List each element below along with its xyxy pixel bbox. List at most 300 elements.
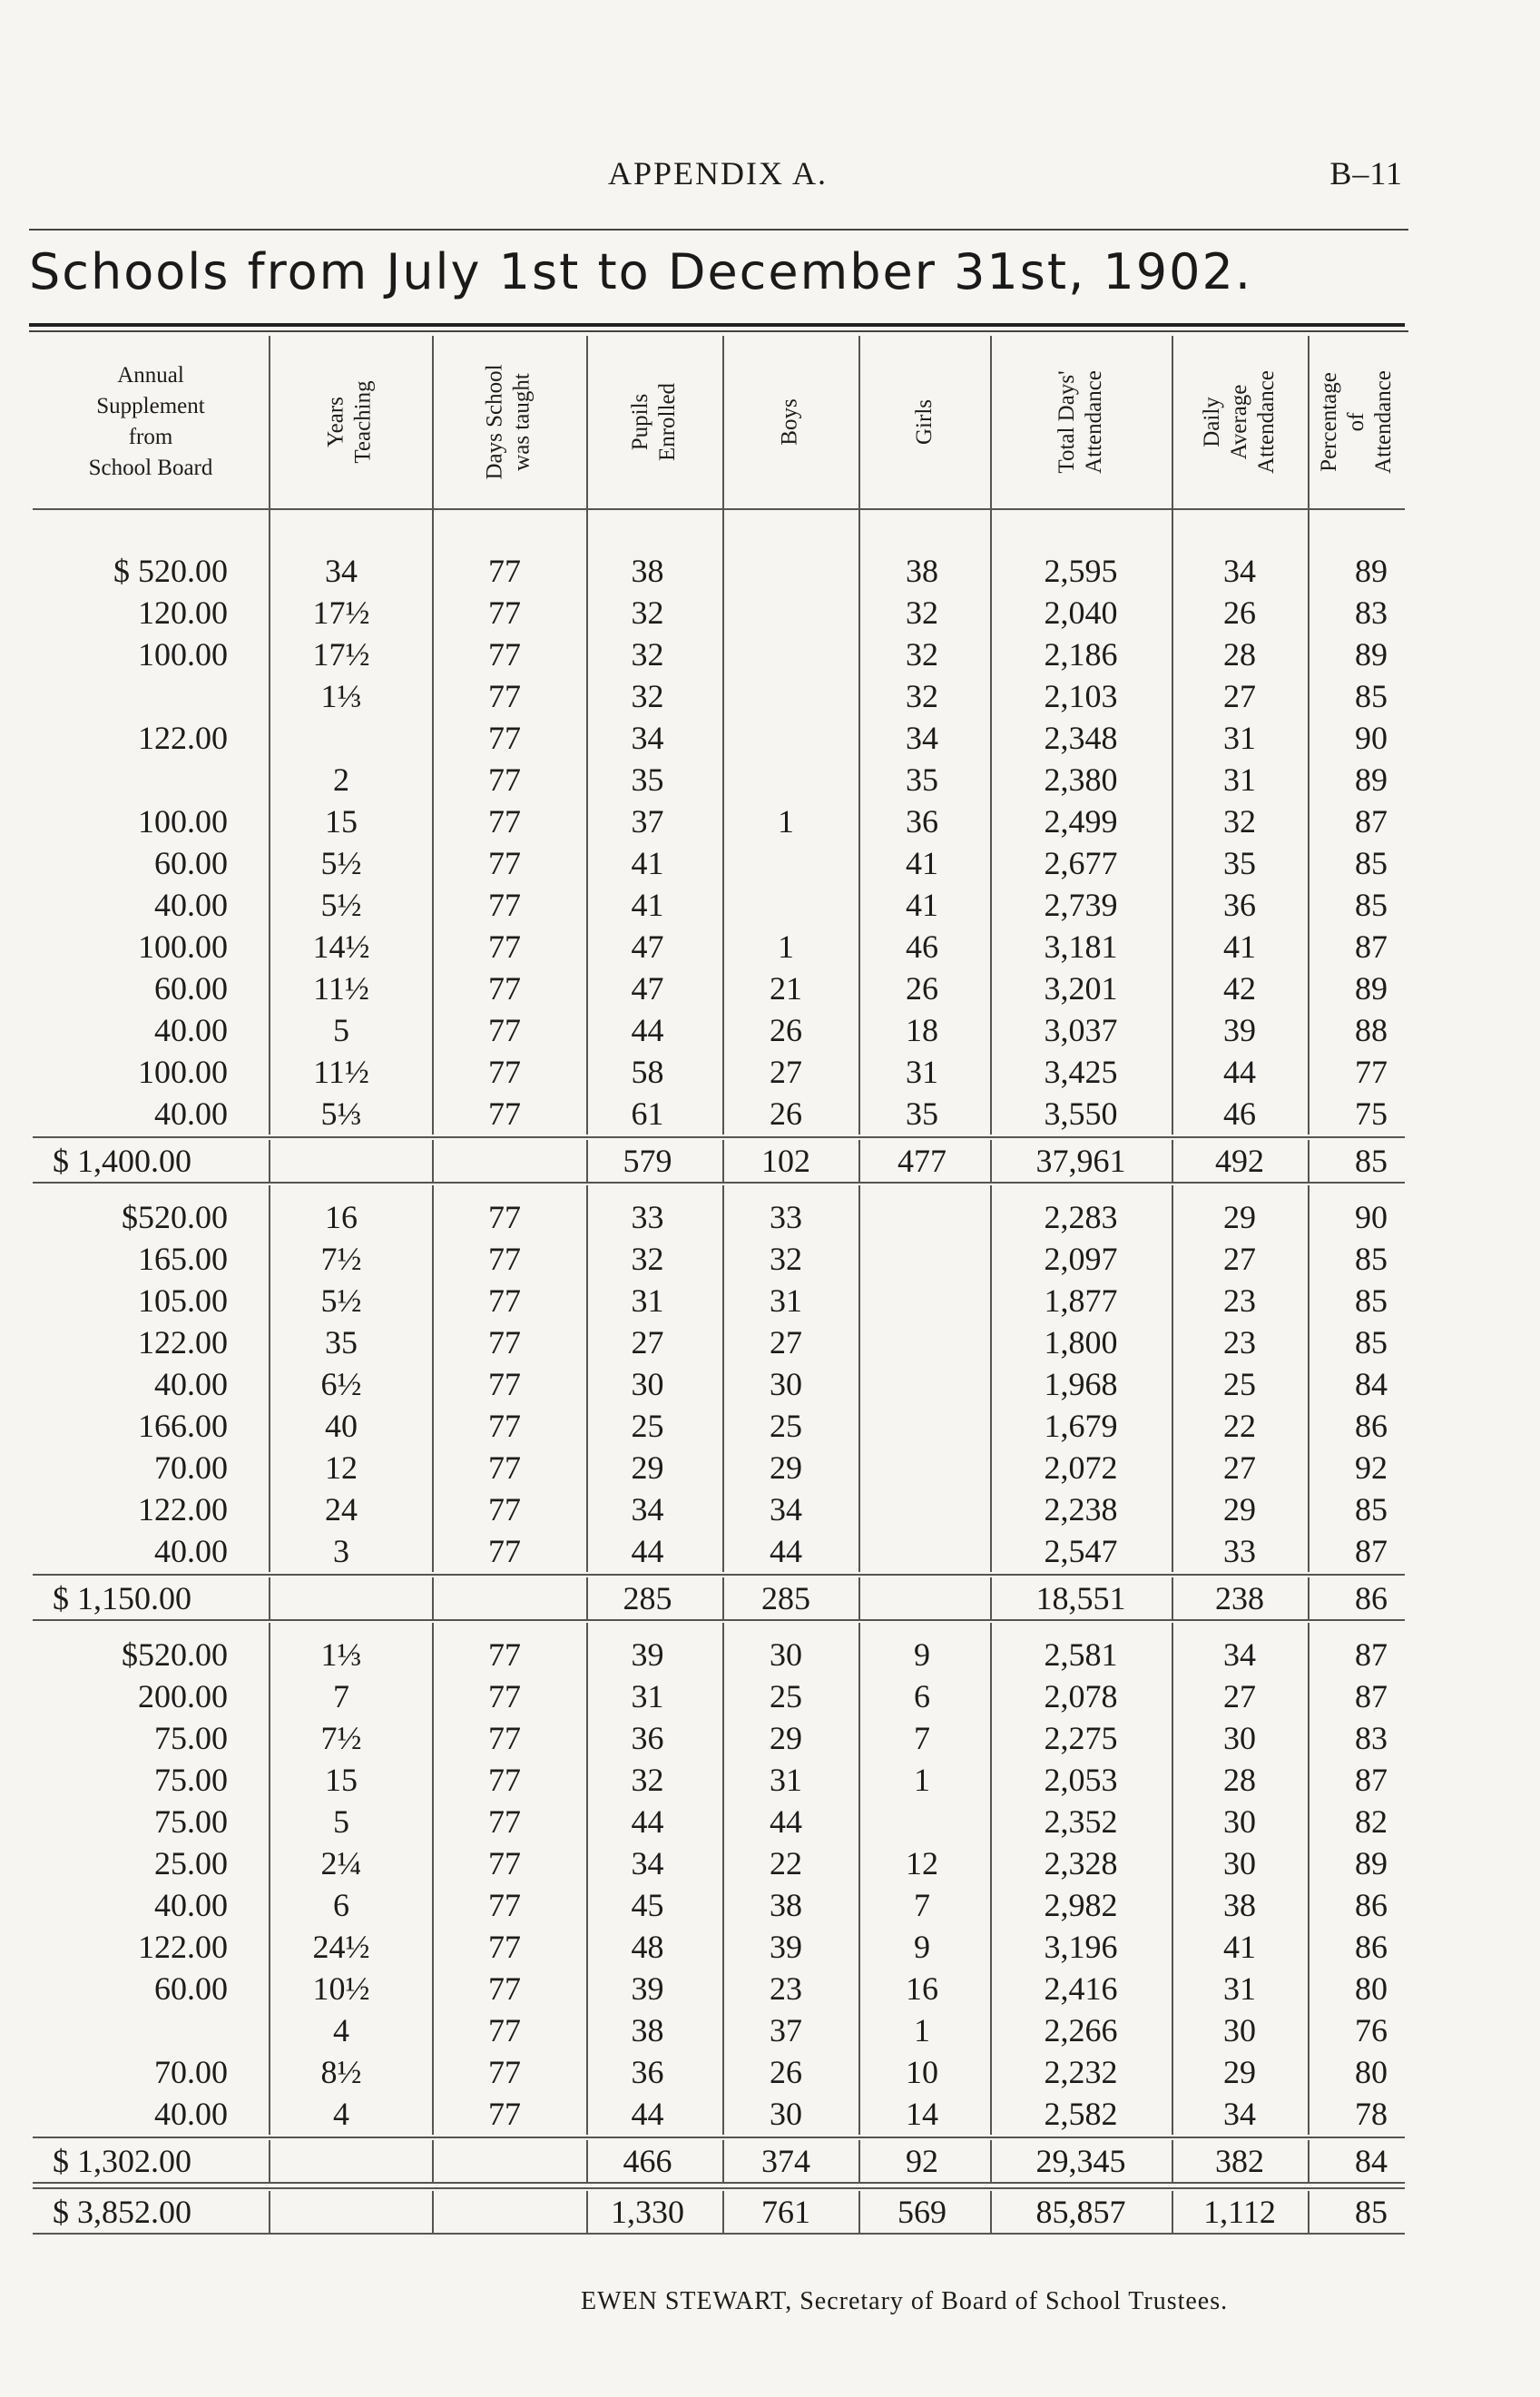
cell-percentage-attendance: 90 (1355, 720, 1388, 756)
table-row (33, 2009, 1405, 2051)
cell-annual-supplement: $520.00 (122, 1199, 228, 1235)
cell-daily-average-attendance: 382 (1215, 2143, 1264, 2179)
cell-daily-average-attendance: 36 (1223, 887, 1256, 923)
cell-pupils-enrolled: 34 (631, 720, 664, 756)
cell-annual-supplement: 40.00 (154, 1095, 228, 1132)
cell-annual-supplement: 100.00 (138, 636, 228, 673)
cell-percentage-attendance: 85 (1355, 1143, 1388, 1179)
cell-total-days-attendance: 1,968 (1044, 1366, 1118, 1402)
attendance-table (33, 336, 1405, 2230)
column-divider (858, 1140, 860, 1182)
cell-annual-supplement: 40.00 (154, 1366, 228, 1402)
cell-percentage-attendance: 89 (1355, 553, 1388, 589)
cell-daily-average-attendance: 22 (1223, 1408, 1256, 1444)
cell-years-teaching: 5 (333, 1012, 349, 1048)
cell-annual-supplement (33, 759, 228, 801)
cell-pupils-enrolled: 44 (631, 1803, 664, 1840)
cell-years-teaching: 1⅓ (320, 678, 362, 714)
cell-years-teaching: 5 (333, 1803, 349, 1840)
cell-girls: 32 (906, 636, 938, 673)
column-divider (722, 336, 724, 508)
total-row (33, 1140, 1405, 1182)
column-divider (269, 1577, 270, 1619)
cell-years-teaching: 11½ (313, 1054, 369, 1090)
cell-total-days-attendance: 2,416 (1044, 1970, 1118, 2007)
header-rule (29, 229, 1408, 231)
header-line: Attendance (1370, 370, 1396, 474)
cell-boys: 30 (770, 2096, 802, 2132)
cell-boys: 39 (770, 1929, 802, 1965)
cell-annual-supplement: 60.00 (154, 970, 228, 1007)
cell-total-days-attendance: 2,547 (1044, 1533, 1118, 1569)
cell-boys (718, 884, 854, 926)
header-line: Annual (117, 363, 184, 388)
column-divider (722, 1140, 724, 1182)
cell-days-taught: 77 (488, 636, 521, 673)
cell-pupils-enrolled: 32 (631, 1241, 664, 1277)
cell-total-days-attendance: 2,677 (1044, 845, 1118, 881)
cell-boys: 25 (770, 1678, 802, 1714)
column-divider (432, 1623, 434, 2135)
cell-annual-supplement: 40.00 (154, 1012, 228, 1048)
cell-total-days-attendance: 2,499 (1044, 803, 1118, 840)
cell-percentage-attendance: 78 (1355, 2096, 1388, 2132)
cell-pupils-enrolled: 58 (631, 1054, 664, 1090)
column-divider (722, 1577, 724, 1619)
cell-days-taught: 77 (488, 678, 521, 714)
cell-boys (718, 592, 854, 634)
column-divider (269, 2140, 270, 2182)
cell-daily-average-attendance: 41 (1223, 1929, 1256, 1965)
cell-percentage-attendance: 87 (1355, 928, 1388, 965)
column-divider (1172, 2140, 1173, 2182)
column-divider (432, 1185, 434, 1572)
cell-boys: 34 (770, 1491, 802, 1528)
cell-girls: 9 (914, 1636, 930, 1673)
cell-annual-supplement: 25.00 (154, 1845, 228, 1881)
table-row (33, 2093, 1405, 2135)
cell-days-taught: 77 (488, 1636, 521, 1673)
cell-percentage-attendance: 89 (1355, 761, 1388, 798)
cell-boys: 38 (770, 1887, 802, 1923)
cell-annual-supplement: 122.00 (138, 1491, 228, 1528)
cell-boys: 27 (770, 1324, 802, 1361)
column-divider (722, 510, 724, 1135)
cell-daily-average-attendance: 32 (1223, 803, 1256, 840)
cell-boys (718, 759, 854, 801)
cell-days-taught: 77 (488, 1929, 521, 1965)
cell-percentage-attendance: 80 (1355, 2054, 1388, 2090)
cell-boys: 33 (770, 1199, 802, 1235)
table-row (33, 1634, 1405, 1675)
cell-days-taught: 77 (488, 720, 521, 756)
cell-total-days-attendance: 2,328 (1044, 1845, 1118, 1881)
column-divider (1172, 510, 1173, 1135)
cell-total-days-attendance: 3,037 (1044, 1012, 1118, 1048)
cell-days-taught: 77 (488, 845, 521, 881)
cell-percentage-attendance: 85 (1355, 1241, 1388, 1277)
cell-daily-average-attendance: 34 (1223, 1636, 1256, 1673)
column-divider (858, 1185, 860, 1572)
cell-percentage-attendance: 86 (1355, 1408, 1388, 1444)
cell-percentage-attendance: 87 (1355, 1762, 1388, 1798)
cell-annual-supplement: 120.00 (138, 594, 228, 631)
header-days-taught (432, 336, 586, 508)
cell-percentage-attendance: 85 (1355, 1324, 1388, 1361)
cell-daily-average-attendance: 27 (1223, 1449, 1256, 1486)
table-top-rule-inner (29, 330, 1408, 332)
cell-days-taught (432, 2191, 577, 2233)
column-divider (990, 1623, 992, 2135)
header-line: Teaching (350, 380, 376, 464)
header-line: Days School (482, 364, 507, 480)
cell-girls (854, 1280, 990, 1321)
cell-days-taught: 77 (488, 2012, 521, 2048)
column-divider (586, 2140, 588, 2182)
cell-annual-supplement: 40.00 (154, 1533, 228, 1569)
cell-girls: 7 (914, 1720, 930, 1756)
cell-total-days-attendance: 2,266 (1044, 2012, 1118, 2048)
column-divider (586, 1185, 588, 1572)
cell-pupils-enrolled: 30 (631, 1366, 664, 1402)
cell-boys: 27 (770, 1054, 802, 1090)
cell-girls (854, 1488, 990, 1530)
cell-annual-supplement: 40.00 (154, 887, 228, 923)
cell-days-taught: 77 (488, 1241, 521, 1277)
header-line: Pupils (628, 393, 652, 451)
cell-girls: 92 (906, 2143, 938, 2179)
total-row (33, 2191, 1405, 2233)
cell-boys (718, 842, 854, 884)
column-divider (990, 336, 992, 508)
column-divider (432, 1577, 434, 1619)
table-row (33, 1801, 1405, 1842)
cell-boys: 22 (770, 1845, 802, 1881)
cell-daily-average-attendance: 28 (1223, 636, 1256, 673)
cell-boys: 44 (770, 1803, 802, 1840)
cell-days-taught: 77 (488, 1803, 521, 1840)
cell-days-taught: 77 (488, 1324, 521, 1361)
cell-boys: 26 (770, 2054, 802, 2090)
cell-years-teaching: 4 (333, 2096, 349, 2132)
cell-girls: 32 (906, 594, 938, 631)
cell-annual-supplement: 165.00 (138, 1241, 228, 1277)
column-divider (269, 336, 270, 508)
cell-girls: 26 (906, 970, 938, 1007)
cell-girls (854, 1801, 990, 1842)
cell-annual-supplement: 70.00 (154, 1449, 228, 1486)
cell-girls (854, 1530, 990, 1572)
cell-pupils-enrolled: 44 (631, 1533, 664, 1569)
table-row (33, 717, 1405, 759)
cell-boys: 32 (770, 1241, 802, 1277)
cell-total-days-attendance: 2,275 (1044, 1720, 1118, 1756)
cell-girls: 16 (906, 1970, 938, 2007)
cell-pupils-enrolled: 44 (631, 1012, 664, 1048)
cell-boys (718, 550, 854, 592)
cell-boys (718, 717, 854, 759)
column-divider (1308, 510, 1309, 1135)
cell-years-teaching: 5½ (320, 1282, 362, 1319)
cell-pupils-enrolled: 579 (623, 1143, 672, 1179)
cell-annual-supplement: 105.00 (138, 1282, 228, 1319)
cell-years-teaching: 3 (333, 1533, 349, 1569)
cell-years-teaching: 12 (325, 1449, 358, 1486)
cell-percentage-attendance: 87 (1355, 1533, 1388, 1569)
cell-percentage-attendance: 87 (1355, 1636, 1388, 1673)
column-divider (586, 510, 588, 1135)
cell-annual-supplement: 100.00 (138, 1054, 228, 1090)
column-divider (1308, 1577, 1309, 1619)
cell-percentage-attendance: 85 (1355, 1282, 1388, 1319)
cell-days-taught (432, 1577, 577, 1619)
column-divider (858, 1623, 860, 2135)
column-divider (269, 1140, 270, 1182)
cell-total-days-attendance: 29,345 (1035, 2143, 1126, 2179)
cell-percentage-attendance: 80 (1355, 1970, 1388, 2007)
cell-boys: 23 (770, 1970, 802, 2007)
cell-days-taught: 77 (488, 1366, 521, 1402)
header-line: School Board (88, 456, 213, 480)
cell-total-days-attendance: 2,078 (1044, 1678, 1118, 1714)
cell-percentage-attendance: 89 (1355, 636, 1388, 673)
cell-days-taught (432, 1140, 577, 1182)
column-divider (858, 2191, 860, 2233)
page-number: B–11 (1329, 155, 1403, 192)
cell-pupils-enrolled: 35 (631, 761, 664, 798)
column-divider (858, 336, 860, 508)
cell-girls: 36 (906, 803, 938, 840)
cell-days-taught: 77 (488, 1887, 521, 1923)
cell-boys: 102 (761, 1143, 810, 1179)
cell-years-teaching: 4 (333, 2012, 349, 2048)
cell-daily-average-attendance: 38 (1223, 1887, 1256, 1923)
cell-percentage-attendance: 85 (1355, 678, 1388, 714)
cell-total-days-attendance: 3,425 (1044, 1054, 1118, 1090)
table-row (33, 1405, 1405, 1447)
header-total-days-attendance (990, 336, 1172, 508)
column-divider (586, 2191, 588, 2233)
table-row (33, 1884, 1405, 1926)
column-divider (432, 2191, 434, 2233)
cell-years-teaching: 15 (325, 1762, 358, 1798)
cell-total-days-attendance: 1,877 (1044, 1282, 1118, 1319)
column-divider (1308, 336, 1309, 508)
cell-years-teaching: 16 (325, 1199, 358, 1235)
cell-pupils-enrolled: 34 (631, 1845, 664, 1881)
cell-daily-average-attendance: 41 (1223, 928, 1256, 965)
cell-total-days-attendance: 37,961 (1035, 1143, 1126, 1179)
subtotal-bottom-rule (33, 1619, 1405, 1621)
cell-daily-average-attendance: 25 (1223, 1366, 1256, 1402)
cell-annual-supplement: 75.00 (154, 1720, 228, 1756)
cell-total-days-attendance: 2,053 (1044, 1762, 1118, 1798)
cell-percentage-attendance: 77 (1355, 1054, 1388, 1090)
cell-girls: 14 (906, 2096, 938, 2132)
header-line: Years (323, 397, 348, 447)
table-header (33, 336, 1405, 508)
cell-girls: 35 (906, 1095, 938, 1132)
header-line: from (128, 425, 173, 449)
cell-annual-supplement: 40.00 (154, 1887, 228, 1923)
cell-percentage-attendance: 92 (1355, 1449, 1388, 1486)
cell-years-teaching: 7½ (320, 1720, 362, 1756)
page-title: Schools from July 1st to December 31st, 1902. (29, 243, 1253, 300)
cell-girls: 34 (906, 720, 938, 756)
cell-girls: 12 (906, 1845, 938, 1881)
table-row (33, 968, 1405, 1009)
cell-annual-supplement: 122.00 (138, 720, 228, 756)
cell-years-teaching: 6½ (320, 1366, 362, 1402)
table-row (33, 634, 1405, 675)
cell-pupils-enrolled: 41 (631, 887, 664, 923)
cell-annual-supplement: 75.00 (154, 1803, 228, 1840)
column-divider (990, 2191, 992, 2233)
cell-boys: 31 (770, 1282, 802, 1319)
cell-years-teaching: 10½ (312, 1970, 370, 2007)
column-divider (586, 336, 588, 508)
cell-daily-average-attendance: 31 (1223, 720, 1256, 756)
table-row (33, 1009, 1405, 1051)
column-divider (722, 1623, 724, 2135)
table-row (33, 1968, 1405, 2009)
cell-annual-supplement: $520.00 (122, 1636, 228, 1673)
cell-years-teaching: 2 (333, 761, 349, 798)
column-divider (1172, 1623, 1173, 2135)
header-line: Average (1227, 384, 1251, 460)
table-row (33, 1447, 1405, 1488)
column-divider (432, 1140, 434, 1182)
table-row (33, 592, 1405, 634)
cell-boys: 1 (778, 928, 794, 965)
cell-percentage-attendance: 82 (1355, 1803, 1388, 1840)
cell-days-taught: 77 (488, 887, 521, 923)
cell-girls (854, 1577, 990, 1619)
cell-pupils-enrolled: 38 (631, 553, 664, 589)
cell-days-taught: 77 (488, 594, 521, 631)
cell-daily-average-attendance: 39 (1223, 1012, 1256, 1048)
cell-total-days-attendance: 2,380 (1044, 761, 1118, 798)
column-divider (269, 1623, 270, 2135)
table-row (33, 675, 1405, 717)
cell-years-teaching: 6 (333, 1887, 349, 1923)
cell-daily-average-attendance: 238 (1215, 1580, 1264, 1616)
cell-pupils-enrolled: 36 (631, 2054, 664, 2090)
cell-boys: 29 (770, 1720, 802, 1756)
cell-girls (854, 1321, 990, 1363)
cell-pupils-enrolled: 38 (631, 2012, 664, 2048)
cell-daily-average-attendance: 492 (1215, 1143, 1264, 1179)
cell-daily-average-attendance: 34 (1223, 553, 1256, 589)
cell-boys (718, 675, 854, 717)
cell-daily-average-attendance: 26 (1223, 594, 1256, 631)
cell-annual-supplement: 100.00 (138, 803, 228, 840)
cell-pupils-enrolled: 45 (631, 1887, 664, 1923)
table-row (33, 1238, 1405, 1280)
table-top-rule (29, 323, 1405, 327)
cell-percentage-attendance: 84 (1355, 2143, 1388, 2179)
table-row (33, 1488, 1405, 1530)
cell-pupils-enrolled: 61 (631, 1095, 664, 1132)
column-divider (586, 1623, 588, 2135)
column-divider (269, 2191, 270, 2233)
column-divider (1172, 1577, 1173, 1619)
cell-girls: 1 (914, 2012, 930, 2048)
cell-girls: 1 (914, 1762, 930, 1798)
column-divider (990, 510, 992, 1135)
cell-years-teaching (287, 2191, 396, 2233)
header-line: Enrolled (655, 382, 680, 462)
cell-days-taught: 77 (488, 1408, 521, 1444)
total-row (33, 1577, 1405, 1619)
cell-percentage-attendance: 90 (1355, 1199, 1388, 1235)
cell-daily-average-attendance: 23 (1223, 1324, 1256, 1361)
cell-days-taught: 77 (488, 1970, 521, 2007)
cell-pupils-enrolled: 48 (631, 1929, 664, 1965)
cell-days-taught: 77 (488, 1054, 521, 1090)
cell-years-teaching: 34 (325, 553, 358, 589)
cell-girls: 18 (906, 1012, 938, 1048)
cell-pupils-enrolled: 285 (623, 1580, 672, 1616)
cell-total-days-attendance: 1,800 (1044, 1324, 1118, 1361)
column-divider (1172, 1185, 1173, 1572)
cell-daily-average-attendance: 42 (1223, 970, 1256, 1007)
column-divider (990, 1140, 992, 1182)
table-row (33, 1196, 1405, 1238)
cell-percentage-attendance: 85 (1355, 887, 1388, 923)
cell-total-days-attendance: 2,040 (1044, 594, 1118, 631)
cell-pupils-enrolled: 32 (631, 1762, 664, 1798)
cell-years-teaching: 5½ (320, 845, 362, 881)
cell-years-teaching: 40 (325, 1408, 358, 1444)
header-line: Girls (911, 399, 937, 445)
cell-daily-average-attendance: 29 (1223, 2054, 1256, 2090)
cell-percentage-attendance: 83 (1355, 594, 1388, 631)
header-line: Attendance (1254, 370, 1279, 474)
table-row (33, 884, 1405, 926)
table-row (33, 1842, 1405, 1884)
cell-girls (854, 1405, 990, 1447)
column-divider (1172, 2191, 1173, 2233)
appendix-heading: APPENDIX A. (607, 155, 829, 192)
cell-pupils-enrolled: 32 (631, 678, 664, 714)
header-line: Percentage (1316, 372, 1341, 472)
cell-percentage-attendance: 75 (1355, 1095, 1388, 1132)
header-line: Total Days' (1054, 370, 1079, 474)
column-divider (858, 1577, 860, 1619)
cell-total-days-attendance: 2,186 (1044, 636, 1118, 673)
cell-boys: 30 (770, 1636, 802, 1673)
cell-years-teaching (287, 1140, 396, 1182)
cell-pupils-enrolled: 47 (631, 928, 664, 965)
cell-daily-average-attendance: 44 (1223, 1054, 1256, 1090)
table-row (33, 926, 1405, 968)
subtotal-bottom-rule (33, 2182, 1405, 2184)
cell-days-taught: 77 (488, 2096, 521, 2132)
cell-pupils-enrolled: 39 (631, 1970, 664, 2007)
cell-years-teaching: 8½ (320, 2054, 362, 2090)
cell-daily-average-attendance: 34 (1223, 2096, 1256, 2132)
subtotal-top-rule (33, 1574, 1405, 1576)
cell-daily-average-attendance: 29 (1223, 1199, 1256, 1235)
cell-daily-average-attendance: 46 (1223, 1095, 1256, 1132)
cell-percentage-attendance: 86 (1355, 1929, 1388, 1965)
table-row (33, 1051, 1405, 1093)
cell-percentage-attendance: 87 (1355, 803, 1388, 840)
table-row (33, 1926, 1405, 1968)
cell-days-taught: 77 (488, 928, 521, 965)
cell-daily-average-attendance: 1,112 (1203, 2194, 1276, 2230)
